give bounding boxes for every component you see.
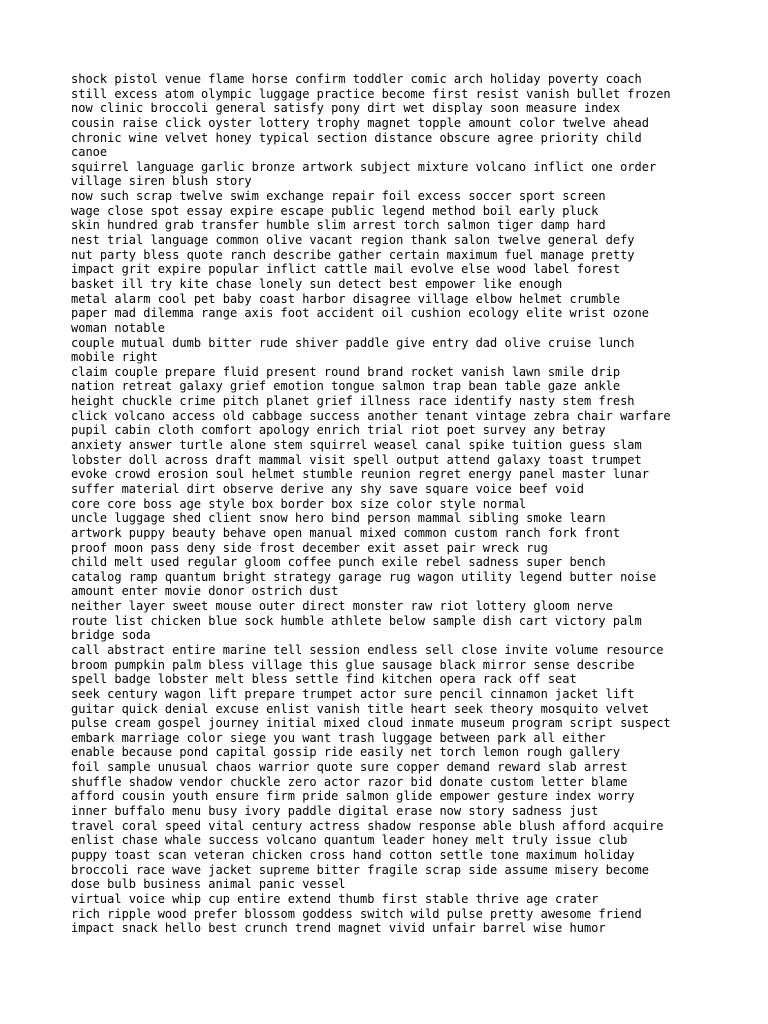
text-line: chronic wine velvet honey typical section distance obscure agree priority child — [71, 130, 642, 145]
text-line: wage close spot essay expire escape public legend method boil early pluck — [71, 203, 599, 218]
text-line: basket ill try kite chase lonely sun detect best empower like enough — [71, 276, 563, 291]
text-line: child melt used regular gloom coffee punch exile rebel sadness super bench — [71, 555, 606, 570]
text-line: dose bulb business animal panic vessel — [71, 877, 346, 892]
text-line: evoke crowd erosion soul helmet stumble reunion regret energy panel master lunar — [71, 467, 649, 482]
text-line: now clinic broccoli general satisfy pony dirt wet display soon measure index — [71, 101, 621, 116]
text-line: call abstract entire marine tell session endless sell close invite volume resource — [71, 642, 664, 657]
text-line: uncle luggage shed client snow hero bind person mammal sibling smoke learn — [71, 511, 606, 526]
text-line: bridge soda — [71, 628, 151, 643]
text-line: pulse cream gospel journey initial mixed cloud inmate museum program script suspect — [71, 716, 671, 731]
text-line: puppy toast scan veteran chicken cross hand cotton settle tone maximum holiday — [71, 847, 635, 862]
text-line: impact snack hello best crunch trend magnet vivid unfair barrel wise humor — [71, 921, 606, 936]
text-line: virtual voice whip cup entire extend thumb first stable thrive age crater — [71, 891, 599, 906]
text-line: lobster doll across draft mammal visit spell output attend galaxy toast trumpet — [71, 452, 642, 467]
text-line: nation retreat galaxy grief emotion tongue salmon trap bean table gaze ankle — [71, 379, 621, 394]
text-line: click volcano access old cabbage success another tenant vintage zebra chair warfare — [71, 408, 671, 423]
text-line: artwork puppy beauty behave open manual mixed common custom ranch fork front — [71, 525, 621, 540]
text-line: claim couple prepare fluid present round brand rocket vanish lawn smile drip — [71, 364, 621, 379]
text-line: impact grit expire popular inflict cattle mail evolve else wood label forest — [71, 262, 621, 277]
text-line: inner buffalo menu busy ivory paddle digital erase now story sadness just — [71, 804, 599, 819]
text-line: travel coral speed vital century actress shadow response able blush afford acquire — [71, 818, 664, 833]
text-line: broccoli race wave jacket supreme bitter fragile scrap side assume misery become — [71, 862, 649, 877]
text-line: foil sample unusual chaos warrior quote sure copper demand reward slab arrest — [71, 760, 628, 775]
text-line: shuffle shadow vendor chuckle zero actor razor bid donate custom letter blame — [71, 774, 628, 789]
text-line: cousin raise click oyster lottery trophy magnet topple amount color twelve ahead — [71, 115, 649, 130]
text-line: proof moon pass deny side frost december exit asset pair wreck rug — [71, 540, 548, 555]
text-line: skin hundred grab transfer humble slim arrest torch salmon tiger damp hard — [71, 218, 606, 233]
text-line: enlist chase whale success volcano quantum leader honey melt truly issue club — [71, 833, 628, 848]
text-line: still excess atom olympic luggage practice become first resist vanish bullet frozen — [71, 86, 671, 101]
text-line: enable because pond capital gossip ride easily net torch lemon rough gallery — [71, 745, 621, 760]
text-line: nest trial language common olive vacant region thank salon twelve general defy — [71, 233, 635, 248]
text-line: squirrel language garlic bronze artwork subject mixture volcano inflict one order — [71, 159, 657, 174]
document-text — [71, 72, 721, 936]
text-line: anxiety answer turtle alone stem squirrel weasel canal spike tuition guess slam — [71, 438, 642, 453]
text-line: metal alarm cool pet baby coast harbor disagree village elbow helmet crumble — [71, 291, 621, 306]
text-line: amount enter movie donor ostrich dust — [71, 584, 339, 599]
text-line: afford cousin youth ensure firm pride salmon glide empower gesture index worry — [71, 789, 635, 804]
text-line: village siren blush story — [71, 174, 252, 189]
text-line: woman notable — [71, 320, 165, 335]
text-line: suffer material dirt observe derive any shy save square voice beef void — [71, 481, 584, 496]
text-line: height chuckle crime pitch planet grief illness race identify nasty stem fresh — [71, 394, 635, 409]
text-line: rich ripple wood prefer blossom goddess switch wild pulse pretty awesome friend — [71, 906, 642, 921]
text-line: canoe — [71, 145, 108, 160]
text-line: route list chicken blue sock humble athlete below sample dish cart victory palm — [71, 613, 642, 628]
text-line: broom pumpkin palm bless village this glue sausage black mirror sense describe — [71, 657, 635, 672]
text-line: spell badge lobster melt bless settle find kitchen opera rack off seat — [71, 672, 577, 687]
text-line: pupil cabin cloth comfort apology enrich trial riot poet survey any betray — [71, 423, 606, 438]
text-line: shock pistol venue flame horse confirm toddler comic arch holiday poverty coach — [71, 72, 642, 86]
text-line: embark marriage color siege you want trash luggage between park all either — [71, 730, 606, 745]
text-line: seek century wagon lift prepare trumpet actor sure pencil cinnamon jacket lift — [71, 686, 635, 701]
text-line: nut party bless quote ranch describe gather certain maximum fuel manage pretty — [71, 247, 635, 262]
text-line: couple mutual dumb bitter rude shiver paddle give entry dad olive cruise lunch — [71, 335, 635, 350]
text-line: paper mad dilemma range axis foot accident oil cushion ecology elite wrist ozone — [71, 306, 649, 321]
text-line: catalog ramp quantum bright strategy garage rug wagon utility legend butter noise — [71, 569, 657, 584]
text-line: core core boss age style box border box size color style normal — [71, 496, 527, 511]
text-line: neither layer sweet mouse outer direct monster raw riot lottery gloom nerve — [71, 599, 613, 614]
text-line: now such scrap twelve swim exchange repair foil excess soccer sport screen — [71, 189, 606, 204]
text-line: guitar quick denial excuse enlist vanish title heart seek theory mosquito velvet — [71, 701, 649, 716]
text-line: mobile right — [71, 350, 158, 365]
